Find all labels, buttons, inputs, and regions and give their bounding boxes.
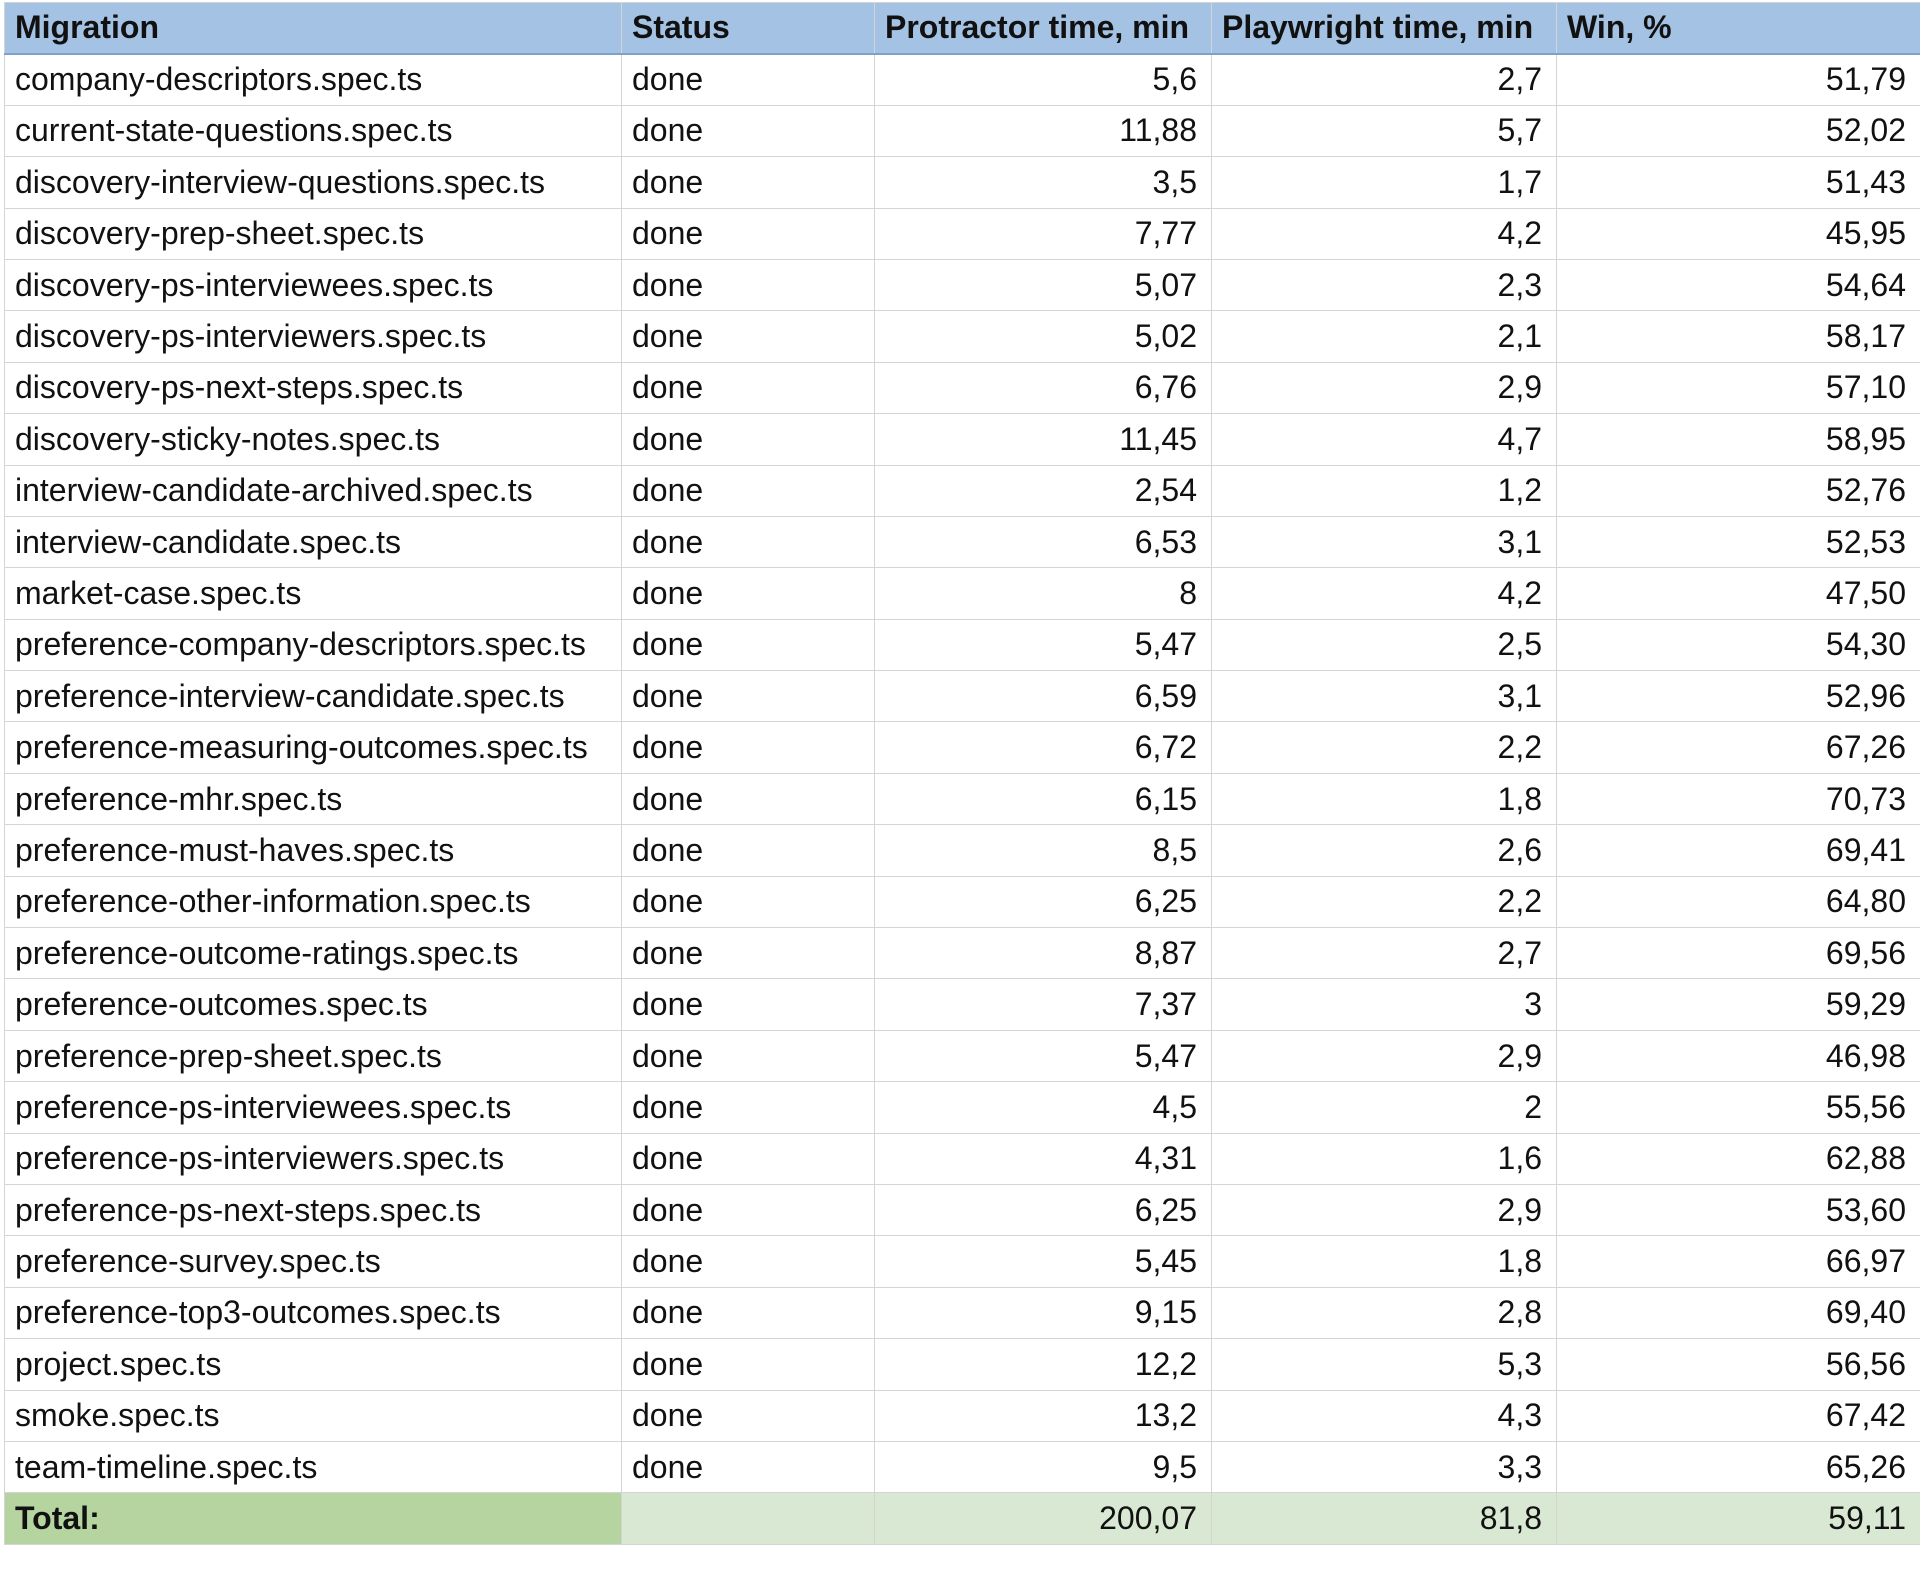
cell-status[interactable]: done [622, 979, 875, 1030]
table-row [5, 516, 1920, 567]
cell-status[interactable]: done [622, 773, 875, 824]
total-row [5, 1493, 1920, 1544]
header-protractor-time[interactable]: Protractor time, min [875, 3, 1212, 54]
cell-playwright-time[interactable]: 1,7 [1212, 157, 1557, 208]
table-row [5, 1287, 1920, 1338]
cell-playwright-time[interactable]: 2,8 [1212, 1287, 1557, 1338]
cell-migration[interactable]: smoke.spec.ts [5, 1390, 622, 1441]
cell-playwright-time[interactable]: 2,5 [1212, 619, 1557, 670]
cell-protractor-time[interactable]: 11,45 [875, 414, 1212, 465]
cell-win-percent[interactable]: 67,42 [1557, 1390, 1920, 1441]
cell-migration[interactable]: interview-candidate-archived.spec.ts [5, 465, 622, 516]
table-row [5, 208, 1920, 259]
cell-playwright-time[interactable]: 2,9 [1212, 1184, 1557, 1235]
cell-protractor-time[interactable]: 6,25 [875, 1184, 1212, 1235]
cell-playwright-time[interactable]: 2,6 [1212, 825, 1557, 876]
cell-playwright-time[interactable]: 1,8 [1212, 773, 1557, 824]
table-row [5, 773, 1920, 824]
cell-playwright-time[interactable]: 5,7 [1212, 105, 1557, 156]
cell-win-percent[interactable]: 52,96 [1557, 671, 1920, 722]
cell-status[interactable]: done [622, 1339, 875, 1390]
cell-migration[interactable]: discovery-ps-interviewees.spec.ts [5, 259, 622, 310]
cell-status[interactable]: done [622, 1390, 875, 1441]
table-row [5, 465, 1920, 516]
cell-migration[interactable]: preference-other-information.spec.ts [5, 876, 622, 927]
table-row [5, 414, 1920, 465]
cell-win-percent[interactable]: 54,64 [1557, 259, 1920, 310]
total-playwright-time[interactable]: 81,8 [1212, 1493, 1557, 1544]
cell-win-percent[interactable]: 70,73 [1557, 773, 1920, 824]
cell-status[interactable]: done [622, 876, 875, 927]
cell-win-percent[interactable]: 69,56 [1557, 928, 1920, 979]
cell-protractor-time[interactable]: 6,59 [875, 671, 1212, 722]
table-row [5, 671, 1920, 722]
cell-migration[interactable]: preference-interview-candidate.spec.ts [5, 671, 622, 722]
table-row [5, 157, 1920, 208]
cell-status[interactable]: done [622, 722, 875, 773]
cell-status[interactable]: done [622, 1287, 875, 1338]
cell-status[interactable]: done [622, 208, 875, 259]
cell-status[interactable]: done [622, 54, 875, 105]
cell-playwright-time[interactable]: 4,3 [1212, 1390, 1557, 1441]
cell-protractor-time[interactable]: 9,15 [875, 1287, 1212, 1338]
cell-migration[interactable]: discovery-ps-interviewers.spec.ts [5, 311, 622, 362]
cell-status[interactable]: done [622, 671, 875, 722]
cell-status[interactable]: done [622, 105, 875, 156]
cell-status[interactable]: done [622, 414, 875, 465]
cell-migration[interactable]: preference-mhr.spec.ts [5, 773, 622, 824]
table-row [5, 928, 1920, 979]
cell-migration[interactable]: market-case.spec.ts [5, 568, 622, 619]
total-protractor-time[interactable]: 200,07 [875, 1493, 1212, 1544]
cell-playwright-time[interactable]: 4,7 [1212, 414, 1557, 465]
cell-protractor-time[interactable]: 5,47 [875, 1030, 1212, 1081]
cell-win-percent[interactable]: 69,41 [1557, 825, 1920, 876]
table-row [5, 362, 1920, 413]
header-status[interactable]: Status [622, 3, 875, 54]
cell-win-percent[interactable]: 55,56 [1557, 1082, 1920, 1133]
cell-status[interactable]: done [622, 362, 875, 413]
cell-protractor-time[interactable]: 7,37 [875, 979, 1212, 1030]
cell-status[interactable]: done [622, 1133, 875, 1184]
cell-playwright-time[interactable]: 3,1 [1212, 516, 1557, 567]
cell-status[interactable]: done [622, 1236, 875, 1287]
cell-win-percent[interactable]: 52,02 [1557, 105, 1920, 156]
cell-status[interactable]: done [622, 1441, 875, 1492]
cell-status[interactable]: done [622, 825, 875, 876]
cell-playwright-time[interactable]: 5,3 [1212, 1339, 1557, 1390]
cell-win-percent[interactable]: 58,17 [1557, 311, 1920, 362]
cell-win-percent[interactable]: 58,95 [1557, 414, 1920, 465]
cell-win-percent[interactable]: 47,50 [1557, 568, 1920, 619]
cell-protractor-time[interactable]: 6,53 [875, 516, 1212, 567]
total-status-cell[interactable] [622, 1493, 875, 1544]
cell-playwright-time[interactable]: 1,6 [1212, 1133, 1557, 1184]
cell-protractor-time[interactable]: 6,72 [875, 722, 1212, 773]
cell-protractor-time[interactable]: 3,5 [875, 157, 1212, 208]
cell-playwright-time[interactable]: 1,2 [1212, 465, 1557, 516]
table-row [5, 979, 1920, 1030]
header-playwright-time[interactable]: Playwright time, min [1212, 3, 1557, 54]
table-row [5, 1339, 1920, 1390]
cell-migration[interactable]: preference-company-descriptors.spec.ts [5, 619, 622, 670]
cell-protractor-time[interactable]: 5,07 [875, 259, 1212, 310]
total-win-percent[interactable]: 59,11 [1557, 1493, 1920, 1544]
header-row [5, 3, 1920, 54]
cell-migration[interactable]: preference-ps-interviewers.spec.ts [5, 1133, 622, 1184]
cell-migration[interactable]: preference-outcomes.spec.ts [5, 979, 622, 1030]
cell-win-percent[interactable]: 65,26 [1557, 1441, 1920, 1492]
cell-migration[interactable]: discovery-ps-next-steps.spec.ts [5, 362, 622, 413]
cell-status[interactable]: done [622, 1030, 875, 1081]
cell-protractor-time[interactable]: 12,2 [875, 1339, 1212, 1390]
cell-migration[interactable]: current-state-questions.spec.ts [5, 105, 622, 156]
cell-migration[interactable]: preference-measuring-outcomes.spec.ts [5, 722, 622, 773]
cell-status[interactable]: done [622, 568, 875, 619]
cell-win-percent[interactable]: 66,97 [1557, 1236, 1920, 1287]
cell-playwright-time[interactable]: 4,2 [1212, 568, 1557, 619]
table-row [5, 722, 1920, 773]
table-row [5, 54, 1920, 105]
cell-status[interactable]: done [622, 516, 875, 567]
cell-status[interactable]: done [622, 311, 875, 362]
cell-migration[interactable]: discovery-sticky-notes.spec.ts [5, 414, 622, 465]
cell-status[interactable]: done [622, 465, 875, 516]
cell-win-percent[interactable]: 69,40 [1557, 1287, 1920, 1338]
cell-win-percent[interactable]: 52,76 [1557, 465, 1920, 516]
cell-protractor-time[interactable]: 4,5 [875, 1082, 1212, 1133]
cell-playwright-time[interactable]: 2,7 [1212, 928, 1557, 979]
cell-playwright-time[interactable]: 3,3 [1212, 1441, 1557, 1492]
cell-win-percent[interactable]: 64,80 [1557, 876, 1920, 927]
cell-status[interactable]: done [622, 619, 875, 670]
cell-protractor-time[interactable]: 8,87 [875, 928, 1212, 979]
cell-migration[interactable]: preference-ps-interviewees.spec.ts [5, 1082, 622, 1133]
cell-migration[interactable]: discovery-prep-sheet.spec.ts [5, 208, 622, 259]
cell-playwright-time[interactable]: 3 [1212, 979, 1557, 1030]
table-row [5, 105, 1920, 156]
cell-protractor-time[interactable]: 13,2 [875, 1390, 1212, 1441]
spreadsheet [4, 2, 1920, 1586]
cell-migration[interactable]: company-descriptors.spec.ts [5, 54, 622, 105]
cell-protractor-time[interactable]: 8 [875, 568, 1212, 619]
cell-win-percent[interactable]: 56,56 [1557, 1339, 1920, 1390]
cell-playwright-time[interactable]: 3,1 [1212, 671, 1557, 722]
cell-playwright-time[interactable]: 2,7 [1212, 54, 1557, 105]
cell-win-percent[interactable]: 52,53 [1557, 516, 1920, 567]
cell-migration[interactable]: interview-candidate.spec.ts [5, 516, 622, 567]
cell-win-percent[interactable]: 46,98 [1557, 1030, 1920, 1081]
cell-protractor-time[interactable]: 5,45 [875, 1236, 1212, 1287]
cell-protractor-time[interactable]: 9,5 [875, 1441, 1212, 1492]
table-row [5, 1133, 1920, 1184]
cell-migration[interactable]: preference-top3-outcomes.spec.ts [5, 1287, 622, 1338]
cell-playwright-time[interactable]: 1,8 [1212, 1236, 1557, 1287]
total-label[interactable]: Total: [5, 1493, 622, 1544]
table-row [5, 1390, 1920, 1441]
cell-playwright-time[interactable]: 4,2 [1212, 208, 1557, 259]
cell-win-percent[interactable]: 62,88 [1557, 1133, 1920, 1184]
cell-protractor-time[interactable]: 2,54 [875, 465, 1212, 516]
cell-playwright-time[interactable]: 2,2 [1212, 722, 1557, 773]
table-row [5, 1184, 1920, 1235]
cell-win-percent[interactable]: 53,60 [1557, 1184, 1920, 1235]
table-body [5, 54, 1920, 1493]
cell-protractor-time[interactable]: 6,25 [875, 876, 1212, 927]
table-row [5, 619, 1920, 670]
cell-protractor-time[interactable]: 4,31 [875, 1133, 1212, 1184]
table-row [5, 1236, 1920, 1287]
cell-playwright-time[interactable]: 2,3 [1212, 259, 1557, 310]
table-row [5, 1441, 1920, 1492]
table-row [5, 825, 1920, 876]
cell-migration[interactable]: team-timeline.spec.ts [5, 1441, 622, 1492]
cell-protractor-time[interactable]: 6,15 [875, 773, 1212, 824]
cell-playwright-time[interactable]: 2 [1212, 1082, 1557, 1133]
cell-win-percent[interactable]: 45,95 [1557, 208, 1920, 259]
cell-protractor-time[interactable]: 7,77 [875, 208, 1212, 259]
cell-migration[interactable]: preference-must-haves.spec.ts [5, 825, 622, 876]
cell-protractor-time[interactable]: 5,02 [875, 311, 1212, 362]
table-row [5, 568, 1920, 619]
cell-status[interactable]: done [622, 259, 875, 310]
cell-migration[interactable]: project.spec.ts [5, 1339, 622, 1390]
cell-playwright-time[interactable]: 2,9 [1212, 362, 1557, 413]
cell-migration[interactable]: preference-survey.spec.ts [5, 1236, 622, 1287]
cell-win-percent[interactable]: 54,30 [1557, 619, 1920, 670]
cell-status[interactable]: done [622, 157, 875, 208]
cell-protractor-time[interactable]: 5,47 [875, 619, 1212, 670]
cell-protractor-time[interactable]: 6,76 [875, 362, 1212, 413]
cell-playwright-time[interactable]: 2,1 [1212, 311, 1557, 362]
table-row [5, 1030, 1920, 1081]
cell-win-percent[interactable]: 51,79 [1557, 54, 1920, 105]
cell-migration[interactable]: preference-outcome-ratings.spec.ts [5, 928, 622, 979]
cell-migration[interactable]: preference-ps-next-steps.spec.ts [5, 1184, 622, 1235]
table-row [5, 311, 1920, 362]
table-row [5, 1082, 1920, 1133]
cell-status[interactable]: done [622, 928, 875, 979]
cell-win-percent[interactable]: 51,43 [1557, 157, 1920, 208]
cell-migration[interactable]: preference-prep-sheet.spec.ts [5, 1030, 622, 1081]
cell-status[interactable]: done [622, 1184, 875, 1235]
cell-win-percent[interactable]: 59,29 [1557, 979, 1920, 1030]
header-migration[interactable]: Migration [5, 3, 622, 54]
migration-table [4, 2, 1920, 1545]
cell-protractor-time[interactable]: 5,6 [875, 54, 1212, 105]
cell-protractor-time[interactable]: 11,88 [875, 105, 1212, 156]
cell-playwright-time[interactable]: 2,9 [1212, 1030, 1557, 1081]
table-row [5, 876, 1920, 927]
header-win-percent[interactable]: Win, % [1557, 3, 1920, 54]
cell-win-percent[interactable]: 57,10 [1557, 362, 1920, 413]
cell-migration[interactable]: discovery-interview-questions.spec.ts [5, 157, 622, 208]
table-row [5, 259, 1920, 310]
cell-win-percent[interactable]: 67,26 [1557, 722, 1920, 773]
cell-playwright-time[interactable]: 2,2 [1212, 876, 1557, 927]
cell-status[interactable]: done [622, 1082, 875, 1133]
cell-protractor-time[interactable]: 8,5 [875, 825, 1212, 876]
